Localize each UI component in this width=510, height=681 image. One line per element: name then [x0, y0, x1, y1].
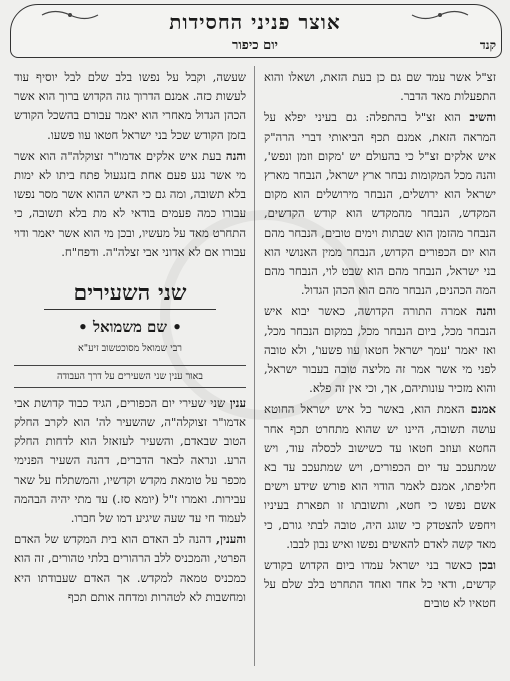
paragraph [14, 394, 246, 528]
paragraph [264, 108, 496, 300]
paragraph-lead: ענין [229, 395, 246, 410]
paragraph-lead: והנה [225, 148, 246, 163]
left-column [14, 68, 246, 668]
column-divider [254, 66, 255, 666]
paragraph-text: הוא זצ"ל בהתפלה: גם בעיני יפלא על המראה הזאת, אמנם תכף הביאותי דברי הרה"ק איש אלקים זצ"ל כי בהעולם יש 'מקום וזמן ונפש', והנה מכל המקומות נבחר ארץ ישראל, הנבחר מארץ ישראל הוא ירושלים, הנבחר מירושלים הוא מקום המקדש, הנבחר מהמקדש הוא קודש הקדשים, הנבחר מהזמן הוא שבתות וימים טובים, הנבחר מהם הוא יום הכפורים הקדוש, הנבחר ממין האנושי הוא בני ישראל, הנבחר מהם הוא שבט לוי, הנבחר מהם המה הכהנים, הנבחר מהם הוא הכהן הגדול. [264, 110, 496, 298]
section-heading [14, 280, 246, 388]
paragraph [14, 530, 246, 607]
section-author: רבי שמואל מסוכטשוב זיע"א [78, 343, 182, 355]
paragraph [14, 68, 246, 145]
paragraph-lead: אמנם [470, 402, 496, 417]
paragraph-lead: ובכן [478, 558, 496, 573]
running-subtitle: יום כיפור [232, 38, 278, 53]
paragraph-text: שני שעירי יום הכפורים, הגיד כבוד קדושת אבי אדמו"ר זצוקלה"ה, שהשעיר לה' הוא לקרב החלק הטוב שבאדם, והשעיר לעזאזל הוא לדחות החלק הרע. ונראה לבאר הדברים, דהנה השעיר הפנימי מכפר על טומאת מקדש וקדשיו, והמשתלח על שאר עבירות. ואמרו ז"ל (יומא סז.) עד מתי יהיה הבהמה לעמוד חי עד שעה שיגיע דמו של חברו. [14, 395, 246, 526]
paragraph-text: אמרה התורה הקדושה, כאשר יבוא איש הנבחר מכל, ביום הנבחר מכל, במקום הנבחר מכל, ואז יאמר 'עמך ישראל חטאו עוו פשעו', ולא טובה לפני מי אשר אמר זה מליצה טובה בעבור ישראל, והוא מזכיר עונותיהם, אך, וכי אין זה פלא. [264, 304, 496, 396]
paragraph-text: כאשר בני ישראל עמדו ביום הקדוש בקודש קדשים, ודאי כל אחד ואחד התחרט בלב שלם על חטאיו לא טובים [264, 558, 496, 611]
paragraph [264, 68, 496, 106]
paragraph-text: זצ"ל אשר עמד שם גם כן בעת הזאת, ושאלו והוא התפעלות מאד הדבר. [264, 70, 496, 104]
page-number: קנד [479, 38, 496, 52]
paragraph-text: שעשה, וקבל על נפשו בלב שלם לבל יוסיף עוד לעשות כזה. אמנם הדרוך גזה הקדוש ברוך הוא אשר הכהן הגדול מאחרי הוא יאמר עבורם בהשכל הקודש בזמן הקודש שכל בני ישראל חטאו עוו פשעו. [14, 70, 246, 142]
paragraph [264, 302, 496, 398]
section-source: • שם משמואל • [78, 318, 182, 337]
paragraph-text: האמת הוא, באשר כל איש ישראל החוטא עושה תשובה, היינו יש שהוא מתחרט תכף אחר החטא ועוזב חטאו עד כשישוב לכסלה עוד, ויש שמתעכב עד יום הכפורים, ויש שמתעכב עד בא חליפתו, אמנם לאמר הודוי הוא פורש שידע וישים אשם נפשו כי חטא, ותשובתו זו תפארת בעיניו ויחפש להצטדק כי שוגג היה, טובה לבתי גורם, כי מאד קשה לאדם להאשים נפשו ואיש נבון לבבו. [264, 402, 496, 551]
paragraph [264, 400, 496, 554]
paragraph-lead: והענין, [216, 532, 246, 547]
running-title: אוצר פניני החסידות [169, 10, 341, 34]
paragraph [264, 556, 496, 614]
section-note: באור ענין שני השעירים על דרך העבודה [14, 365, 246, 388]
paragraph-text: בעת איש אלקים אדמו"ר זצוקלה"ה הוא אשר מי אשר נגע פעם אחת בזנגעול פתח ביתו לא ימות בלא תשובה, ומה גם כי האיש ההוא אשר מסר נפשו עבורו כמה פעמים בודאי לא מת בלא תשובה, כי התחרט מאד על מעשיו, ובכן מי הוא אשר יאמר ודוי עבורו אם לא אדוני אבי זצלה"ה. ודפח"ח. [14, 148, 246, 259]
paragraph [14, 147, 246, 262]
section-title: שני השעירים [44, 284, 216, 310]
right-column [264, 68, 496, 668]
paragraph-lead: והשיב [469, 110, 496, 125]
paragraph-text: דהנה לב האדם הוא בית המקדש של האדם הפרטי, והמכניס ללב הרהורים בלתי טהורים, זה הוא כמכניס טמאה למקדש. אך האדם שעבודתו היא ומחשבות לא לטהרות ומדחה אותם תכף [14, 532, 246, 604]
paragraph-lead: והנה [475, 304, 496, 319]
